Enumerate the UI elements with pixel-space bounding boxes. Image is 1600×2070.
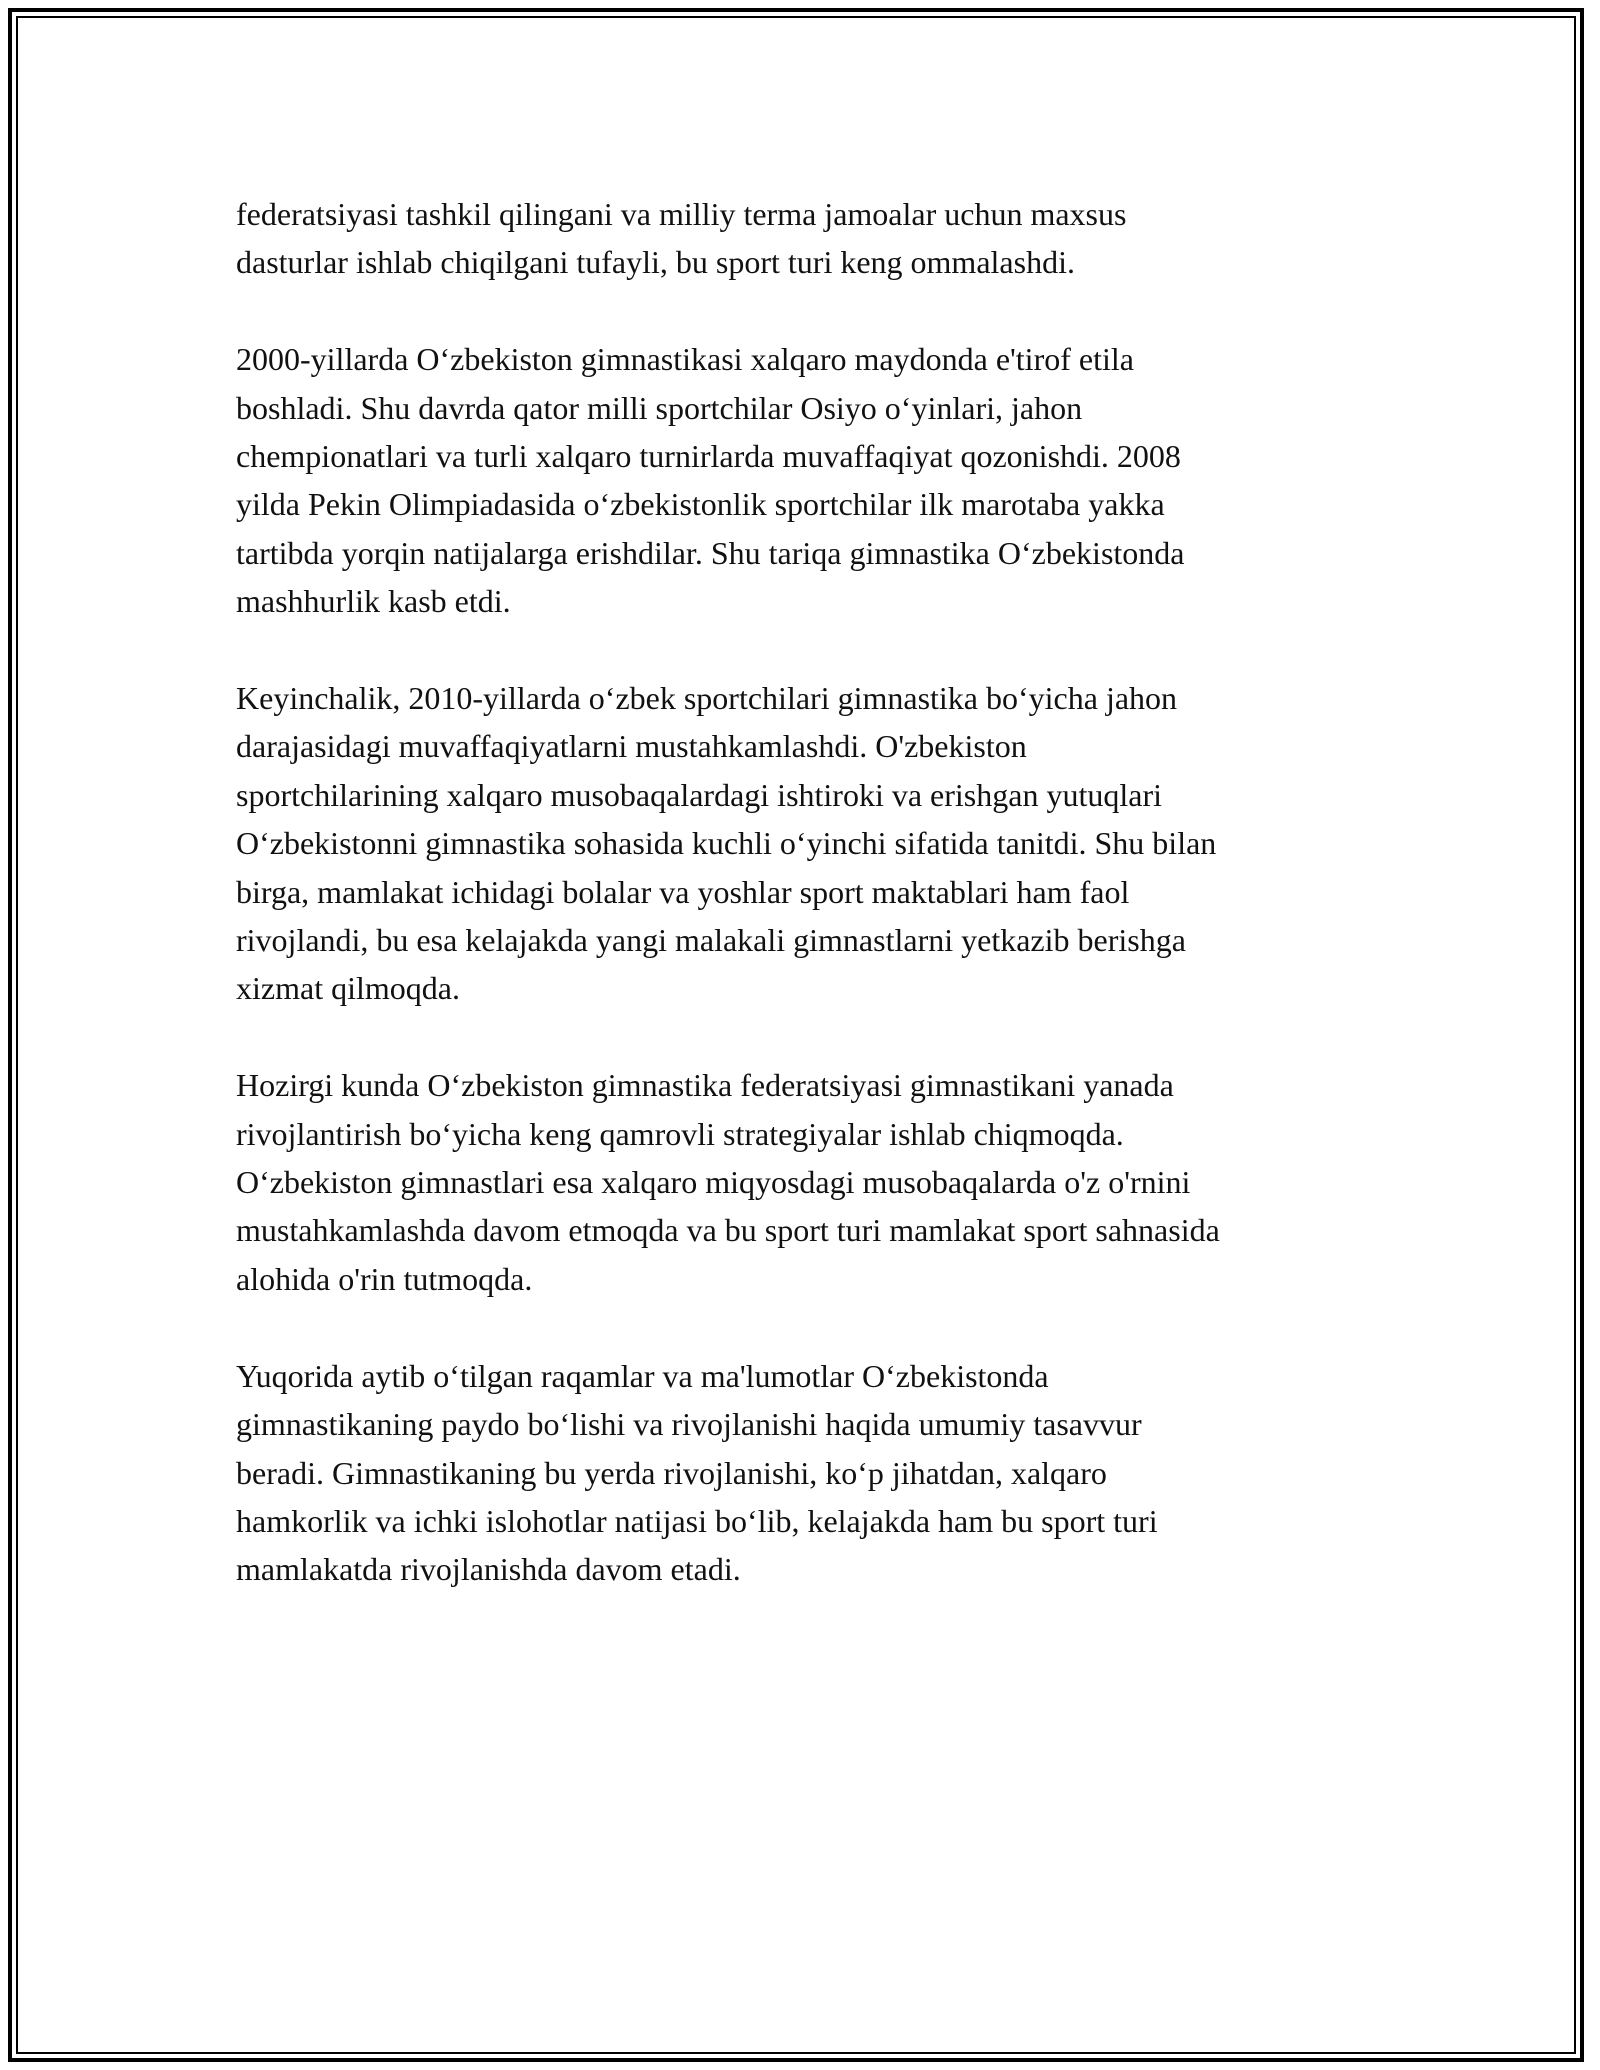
paragraph — [236, 1352, 1376, 1594]
paragraph — [236, 674, 1376, 1013]
text-line: mustahkamlashda davom etmoqda va bu sport turi mamlakat sport sahnasida — [236, 1212, 1220, 1249]
text-line: mashhurlik kasb etdi. — [236, 583, 511, 620]
text-line: Yuqorida aytib o‘tilgan raqamlar va ma'lumotlar O‘zbekistonda — [236, 1357, 1049, 1394]
text-line: federatsiyasi tashkil qilingani va milliy terma jamoalar uchun maxsus — [236, 196, 1127, 232]
text-line: hamkorlik va ichki islohotlar natijasi bo‘lib, kelajakda ham bu sport turi — [236, 1502, 1158, 1539]
text-line: rivojlandi, bu esa kelajakda yangi malakali gimnastlarni yetkazib berishga — [236, 922, 1186, 959]
text-line: O‘zbekiston gimnastlari esa xalqaro miqyosdagi musobaqalarda o'z o'rnini — [236, 1164, 1191, 1201]
text-line: 2000-yillarda O‘zbekiston gimnastikasi xalqaro maydonda e'tirof etila — [236, 341, 1134, 378]
text-line: yilda Pekin Olimpiadasida o‘zbekistonlik sportchilar ilk marotaba yakka — [236, 486, 1165, 523]
text-line: sportchilarining xalqaro musobaqalardagi ishtiroki va erishgan yutuqlari — [236, 776, 1162, 813]
text-line: gimnastikaning paydo bo‘lishi va rivojlanishi haqida umumiy tasavvur — [236, 1406, 1142, 1443]
text-line: alohida o'rin tutmoqda. — [236, 1260, 533, 1297]
paragraph — [236, 190, 1376, 287]
text-line: boshladi. Shu davrda qator milli sportchilar Osiyo o‘yinlari, jahon — [236, 389, 1083, 426]
text-line: darajasidagi muvaffaqiyatlarni mustahkamlashdi. O'zbekiston — [236, 728, 1027, 765]
text-line: beradi. Gimnastikaning bu yerda rivojlanishi, ko‘p jihatdan, xalqaro — [236, 1454, 1107, 1491]
text-line: rivojlantirish bo‘yicha keng qamrovli strategiyalar ishlab chiqmoqda. — [236, 1115, 1124, 1152]
text-line: Keyinchalik, 2010-yillarda o‘zbek sportchilari gimnastika bo‘yicha jahon — [236, 680, 1178, 717]
text-line: birga, mamlakat ichidagi bolalar va yoshlar sport maktablari ham faol — [236, 873, 1130, 910]
document-body — [236, 190, 1376, 1642]
text-line: tartibda yorqin natijalarga erishdilar. Shu tariqa gimnastika O‘zbekistonda — [236, 534, 1185, 571]
text-line: chempionatlari va turli xalqaro turnirlarda muvaffaqiyat qozonishdi. 2008 — [236, 438, 1181, 475]
text-line: xizmat qilmoqda. — [236, 970, 460, 1007]
paragraph — [236, 1061, 1376, 1303]
text-line: mamlakatda rivojlanishda davom etadi. — [236, 1551, 741, 1588]
text-line: dasturlar ishlab chiqilgani tufayli, bu sport turi keng ommalashdi. — [236, 244, 1075, 281]
paragraph — [236, 335, 1376, 625]
text-line: O‘zbekistonni gimnastika sohasida kuchli o‘yinchi sifatida tanitdi. Shu bilan — [236, 825, 1217, 862]
text-line: Hozirgi kunda O‘zbekiston gimnastika federatsiyasi gimnastikani yanada — [236, 1067, 1174, 1104]
